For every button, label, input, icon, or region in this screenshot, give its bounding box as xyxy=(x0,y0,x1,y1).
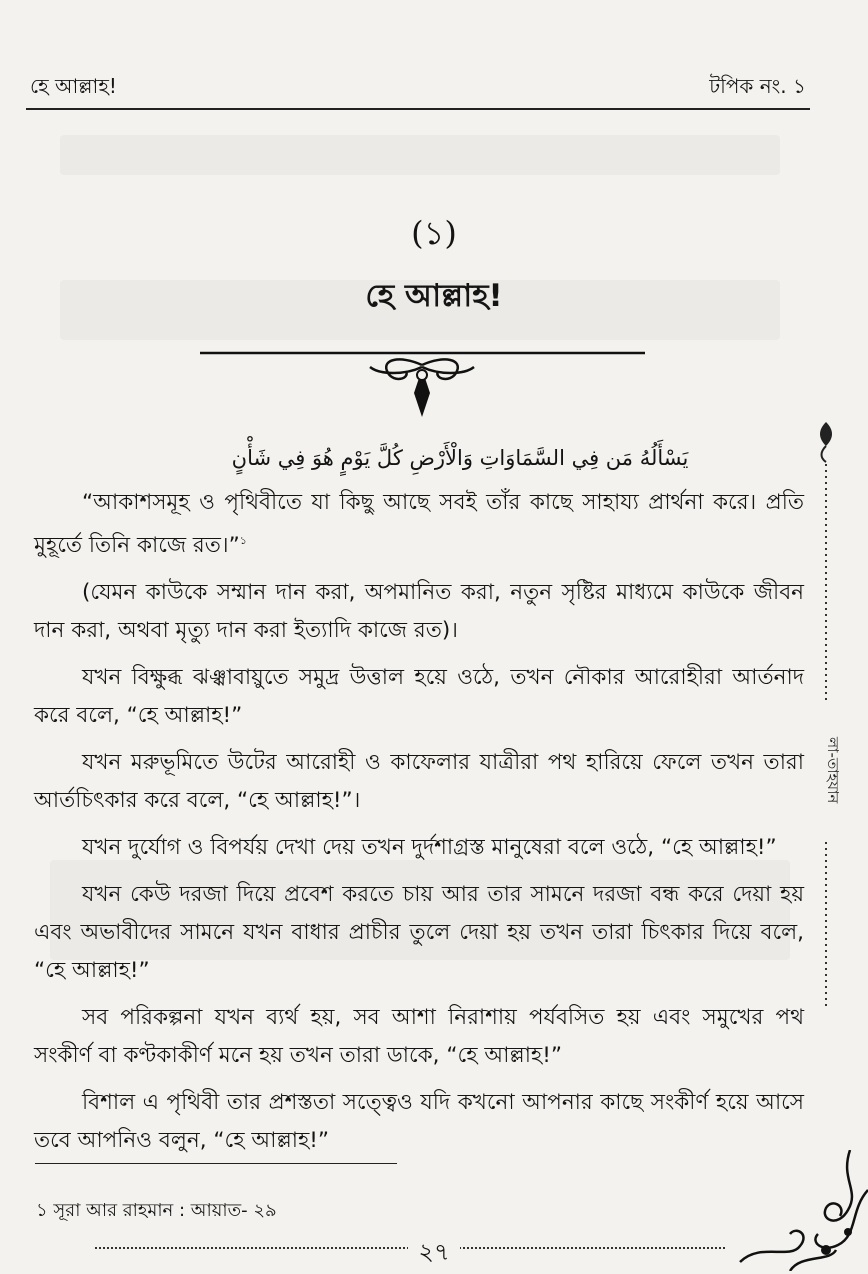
chapter-number: (১) xyxy=(411,214,457,252)
paragraph: যখন দুর্যোগ ও বিপর্যয় দেখা দেয় তখন দুর্দশাগ্রস্ত মানুষেরা বলে ওঠে, “হে আল্লাহ!” xyxy=(82,835,777,861)
footnote-ref: ১ xyxy=(239,534,247,547)
running-header-left: হে আল্লাহ! xyxy=(30,74,117,98)
paragraph: যখন কেউ দরজা দিয়ে প্রবেশ করতে চায় আর তার সামনে দরজা বন্ধ করে দেয়া হয় এবং অভাবীদের সামনে যখন বাধার প্রাচীর তুলে দেয়া হয় তখন তারা চিৎকার দিয়ে বলে, “হে আল্লাহ!” xyxy=(34,882,804,984)
side-book-title: লা-তাহযান xyxy=(822,700,846,840)
paragraph: যখন বিক্ষুব্ধ ঝঞ্ঝাবায়ুতে সমুদ্র উত্তাল হয়ে ওঠে, তখন নৌকার আরোহীরা আর্তনাদ করে বলে, “হে আল্লাহ!” xyxy=(34,665,804,729)
body-text xyxy=(34,484,804,1169)
chapter-title: হে আল্লাহ! xyxy=(365,278,503,314)
quran-verse: يَسْأَلُهُ مَن فِي السَّمَاوَاتِ وَالْأَرْضِ كُلَّ يَوْمٍ هُوَ فِي شَأْنٍ xyxy=(231,446,689,470)
paragraph: যখন মরুভূমিতে উটের আরোহী ও কাফেলার যাত্রীরা পথ হারিয়ে ফেলে তখন তারা আর্তচিৎকার করে বলে, “হে আল্লাহ!”। xyxy=(34,750,804,814)
paragraph: (যেমন কাউকে সম্মান দান করা, অপমানিত করা, নতুন সৃষ্টির মাধ্যমে কাউকে জীবন দান করা, অথবা মৃত্যু দান করা ইত্যাদি কাজে রত)। xyxy=(34,580,804,644)
footnote: ১ সূরা আর রাহমান : আয়াত- ২৯ xyxy=(36,1200,277,1221)
running-header-right: টপিক নং. ১ xyxy=(709,74,806,98)
footnote-rule xyxy=(35,1163,397,1164)
page-number: ২৭ xyxy=(0,1234,868,1274)
paragraph: বিশাল এ পৃথিবী তার প্রশস্ততা সত্ত্বেও যদি কখনো আপনার কাছে সংকীর্ণ হয়ে আসে তবে আপনিও বলুন, “হে আল্লাহ!” xyxy=(34,1090,804,1154)
corner-ornament-icon xyxy=(730,1150,868,1271)
paragraph: “আকাশসমূহ ও পৃথিবীতে যা কিছু আছে সবই তাঁর কাছে সাহায্য প্রার্থনা করে। প্রতি মুহূর্তে তিনি কাজে রত।”$^১$ xyxy=(34,490,804,559)
paragraph: সব পরিকল্পনা যখন ব্যর্থ হয়, সব আশা নিরাশায় পর্যবসিত হয় এবং সমুখের পথ সংকীর্ণ বা কণ্টকাকীর্ণ মনে হয় তখন তারা ডাকে, “হে আল্লাহ!” xyxy=(34,1005,804,1069)
title-ornament-icon xyxy=(200,345,645,425)
bleed-through xyxy=(60,135,780,175)
header-rule xyxy=(26,108,810,110)
